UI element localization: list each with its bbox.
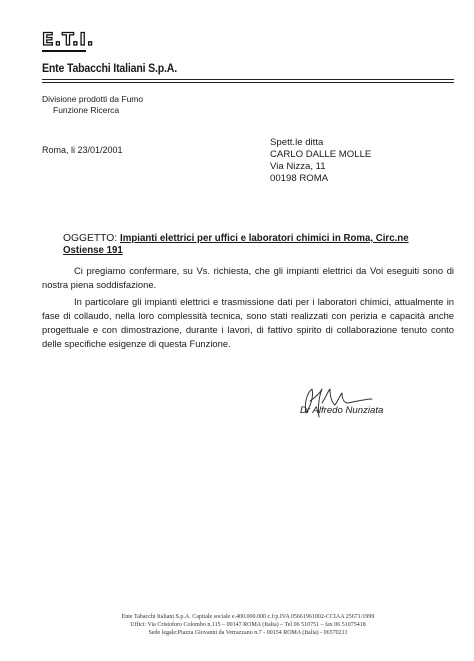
company-name: Ente Tabacchi Italiani S.p.A. <box>42 63 177 75</box>
date-line: Roma, li 23/01/2001 <box>42 145 123 155</box>
footer-line-1: Ente Tabacchi Italiani S.p.A. Capitale sociale e.400.000.000 c.f/p.IVA 05661961002-CCIAA 25671/1999 <box>121 614 375 620</box>
logo-text: E.T.I. <box>42 30 95 50</box>
company-logo <box>42 30 95 50</box>
signatory-name: Dr Alfredo Nunziata <box>300 405 384 416</box>
subject-label: OGGETTO: <box>63 233 118 244</box>
body-paragraph-1: Ci pregiamo confermare, su Vs. richiesta, che gli impianti elettrici da Voi eseguiti sono di nostra piena soddisfazione. <box>42 265 454 290</box>
letter-body <box>42 264 454 354</box>
division-function: Funzione Ricerca <box>53 105 120 115</box>
recipient-address <box>270 137 371 185</box>
body-paragraph-2: In particolare gli impianti elettrici e trasmissione dati per i laboratori chimici, attualmente in fase di collaudo, nella loro complessità tecnica, sono stati realizzati con perizia e capacità anche progettuale e con dimostrazione, durante i lavori, di fattivo spirito di collaborazione tenuto conto delle specifiche esigenze di questa Funzione. <box>42 296 454 349</box>
recipient-salutation: Spett.le ditta <box>270 137 324 148</box>
recipient-city: 00198 ROMA <box>270 173 329 184</box>
subject-topic: Impianti elettrici per uffici e laboratori chimici in Roma, Circ.ne Ostiense 191 <box>63 233 409 256</box>
recipient-street: Via Nizza, 11 <box>270 161 326 172</box>
division-name: Divisione prodotti da Fumo <box>42 94 144 104</box>
footer-line-3: Sede legale:Piazza Giovanni da Verrazzano n.7 - 00154 ROMA (Italia) - 06570211 <box>148 630 348 636</box>
recipient-name: CARLO DALLE MOLLE <box>270 149 372 160</box>
footer-line-2: Uffici: Via Cristoforo Colombo n.115 – 00147 ROMA (Italia) – Tel 06 510751 – fax 06 51075418 <box>130 622 366 628</box>
logo-underline <box>42 50 86 52</box>
division-block <box>42 94 143 116</box>
subject-line <box>63 233 443 257</box>
letterhead-rule-top <box>42 79 454 80</box>
footer <box>42 613 454 637</box>
letterhead-rule-bottom <box>42 82 454 83</box>
